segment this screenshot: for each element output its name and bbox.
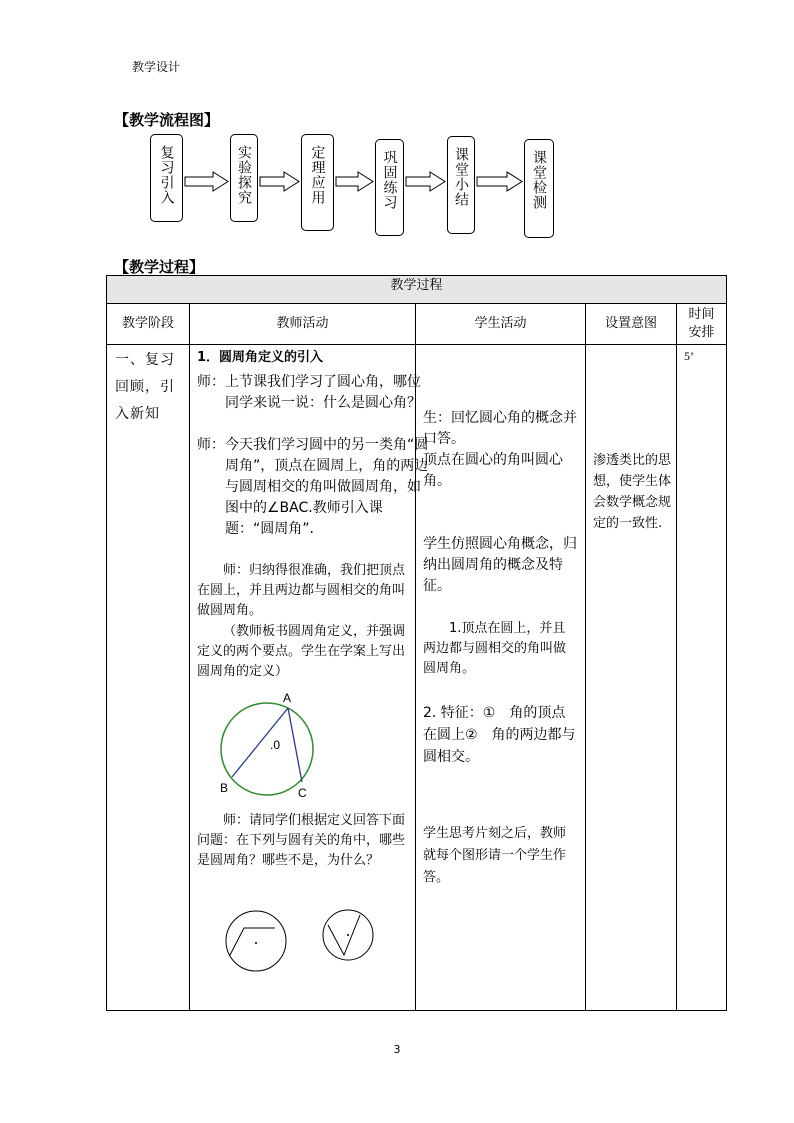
flow-step-review: 复习引入: [150, 134, 183, 222]
student-activity-cell: [416, 345, 586, 1011]
example-center-2: [347, 934, 349, 936]
student-text-5: 2. 特征：① 角的顶点在圆上② 角的两边都与圆相交。: [423, 705, 576, 765]
column-header-teacher: 教师活动: [190, 304, 416, 345]
table-header-row: [107, 304, 727, 345]
flow-step-apply: 定理应用: [301, 134, 334, 231]
teacher-paragraph-3: 师：归纳得很准确，我们把顶点在圆上，并且两边都与圆相交的角叫做圆周角。: [197, 563, 406, 618]
process-heading: 【教学过程】: [114, 258, 205, 276]
student-text-6: 学生思考片刻之后，教师就每个图形请一个学生作答。: [423, 826, 567, 885]
angle-examples-figure: [220, 905, 410, 980]
flow-step-summary: 课堂小结: [447, 136, 475, 234]
column-header-time: 时间安排: [677, 304, 727, 345]
inscribed-angle-figure: [215, 689, 325, 801]
header-title: 教学设计: [132, 60, 181, 74]
flow-arrow-4: [406, 172, 445, 191]
example-angle-2: [328, 915, 360, 955]
teacher-paragraph-4: （教师板书圆周角定义，并强调定义的两个要点。学生在学案上写出圆周角的定义）: [197, 624, 406, 679]
figure-chord-ac: [288, 708, 302, 782]
student-text-2: 顶点在圆心的角叫圆心角。: [423, 452, 563, 489]
intent-text: 渗透类比的思想，使学生体会数学概念规定的一致性.: [593, 453, 672, 531]
flow-arrow-1: [185, 172, 228, 191]
student-text-3: 学生仿照圆心角概念，归纳出圆周角的概念及特征。: [423, 536, 577, 594]
student-text-4: 1.顶点在圆上，并且两边都与圆相交的角叫做圆周角。: [423, 621, 567, 676]
page-number: 3: [393, 1043, 401, 1056]
flow-arrow-3: [336, 172, 373, 191]
figure-label-a: A: [283, 691, 292, 705]
stage-cell: [107, 345, 190, 1011]
student-text-1: 生：回忆圆心角的概念并口答。: [423, 410, 577, 447]
intent-cell: [586, 345, 677, 1011]
figure-label-c: C: [298, 786, 307, 800]
figure-label-b: B: [220, 781, 229, 795]
flow-step-practice: 巩固练习: [375, 139, 404, 236]
teacher-subtitle: 1．圆周角定义的引入: [197, 350, 324, 365]
example-angle-1: [230, 928, 275, 955]
flow-arrow-5: [477, 172, 522, 191]
figure-label-o: .0: [270, 738, 281, 752]
teacher-activity-cell: [190, 345, 429, 1011]
teacher-paragraph-5: 师：请同学们根据定义回答下面问题：在下列与圆有关的角中，哪些是圆周角？哪些不是，为什么？: [197, 813, 406, 868]
column-header-student: 学生活动: [416, 304, 586, 345]
example-center-1: [255, 942, 257, 944]
column-header-intent: 设置意图: [586, 304, 677, 345]
figure-circle: [221, 703, 313, 795]
teacher-paragraph-1: 师：上节课我们学习了圆心角，哪位同学来说一说：什么是圆心角？: [197, 374, 421, 411]
stage-text: 一、复习回顾，引入新知: [115, 352, 175, 422]
table-title: 教学过程: [107, 276, 727, 304]
time-value: 5’: [684, 349, 694, 363]
flow-step-test: 课堂检测: [524, 139, 554, 238]
example-circle-1: [226, 911, 286, 971]
table-row: [107, 345, 727, 1011]
flow-arrow-2: [260, 172, 299, 191]
time-cell: [677, 345, 727, 1011]
teacher-paragraph-2: 师：今天我们学习圆中的另一类角“圆周角”，顶点在圆周上，角的两边与圆周相交的角叫做圆周角，如图中的∠BAC.教师引入课题：“圆周角”.: [197, 437, 429, 537]
column-header-stage: 教学阶段: [107, 304, 190, 345]
process-table: [106, 275, 727, 1011]
flowchart-heading: 【教学流程图】: [114, 111, 220, 129]
flow-arrows: [0, 0, 794, 260]
flow-step-experiment: 实验探究: [230, 134, 258, 222]
